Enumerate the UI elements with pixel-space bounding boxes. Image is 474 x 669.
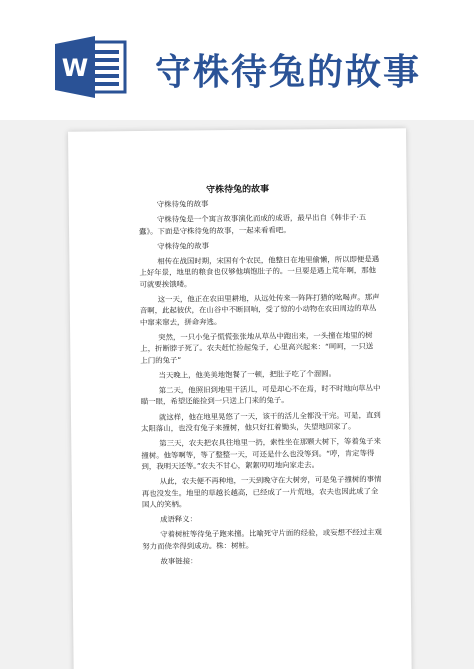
- document-title: 守株待兔的故事: [206, 184, 270, 196]
- word-document-icon: [55, 36, 127, 98]
- paragraph: 当天晚上，他美美地饱餐了一顿，把肚子吃了个溜圆。: [158, 368, 336, 380]
- paragraph: 守株待兔的故事: [156, 199, 209, 209]
- paragraph: 第二天，他照旧到地里干活儿，可是却心不在焉，时不时地向草丛中瞄一眼，希望还能捡到一只送上门来的兔子。: [140, 383, 381, 407]
- paragraph: 故事链接：: [160, 556, 198, 566]
- paragraph: 第三天，农夫把农具往地里一扔，索性坐在那颗大树下，等着兔子来撞树。他等啊等，等了整整一天，可还是什么也没等到。“哼，肯定等得到，我明天还等。”农夫不甘心，絮絮叨叨地向家走去。: [141, 436, 382, 471]
- logo-letter: W: [61, 54, 89, 82]
- paragraph: 守株待兔是一个寓言故事演化而成的成语，最早出自《韩非子·五蠹》。下面是守株待兔的故事，一起来看看吧。: [139, 212, 367, 236]
- page-title: 守株待兔的故事: [155, 52, 422, 93]
- document-page: [68, 128, 412, 669]
- document-preview-area: [0, 120, 474, 669]
- paragraph: 相传在战国时期，宋国有个农民，他整日在地里偷懒，所以即便是遇上好年景，地里的粮食也仅够他填饱肚子的。一旦要是遇上荒年啊，那他可就要挨饿喽。: [139, 254, 380, 289]
- paragraph: 就这样，他在地里晃悠了一天，该干的活儿全都没干完。可是，直到太阳落山，也没有兔子来撞树，他只好扛着锄头，失望地回家了。: [141, 410, 381, 434]
- paragraph: 从此，农夫便不再种地，一天到晚守在大树旁，可是兔子撞树的事情再也没发生。地里的草越长越高，已经成了一片荒地，农夫也因此成了全国人的笑柄。: [141, 474, 382, 509]
- paragraph: 突然，一只小兔子慌慌张张地从草丛中跑出来，一头撞在地里的树上，折断脖子死了。农夫赶忙捡起兔子，心里高兴起来：“呵呵，一只送上门的兔子”: [140, 330, 374, 365]
- paragraph: 成语释义：: [160, 514, 198, 524]
- paragraph: 守株待兔的故事: [157, 241, 210, 251]
- document-body: [139, 197, 383, 572]
- header: [0, 0, 474, 120]
- paragraph: 守着树桩等待兔子跑来撞。比喻死守片面的经验，或妄想不经过主观努力而侥幸得到成功。株：树桩。: [142, 527, 383, 551]
- paragraph: 这一天，他正在农田里耕地，从远处传来一阵阵打猎的吆喝声。那声音啊，此起彼伏，在山谷中不断回响，受了惊的小动物在农田周边的草丛中窜来窜去，拼命奔逃。: [139, 292, 380, 327]
